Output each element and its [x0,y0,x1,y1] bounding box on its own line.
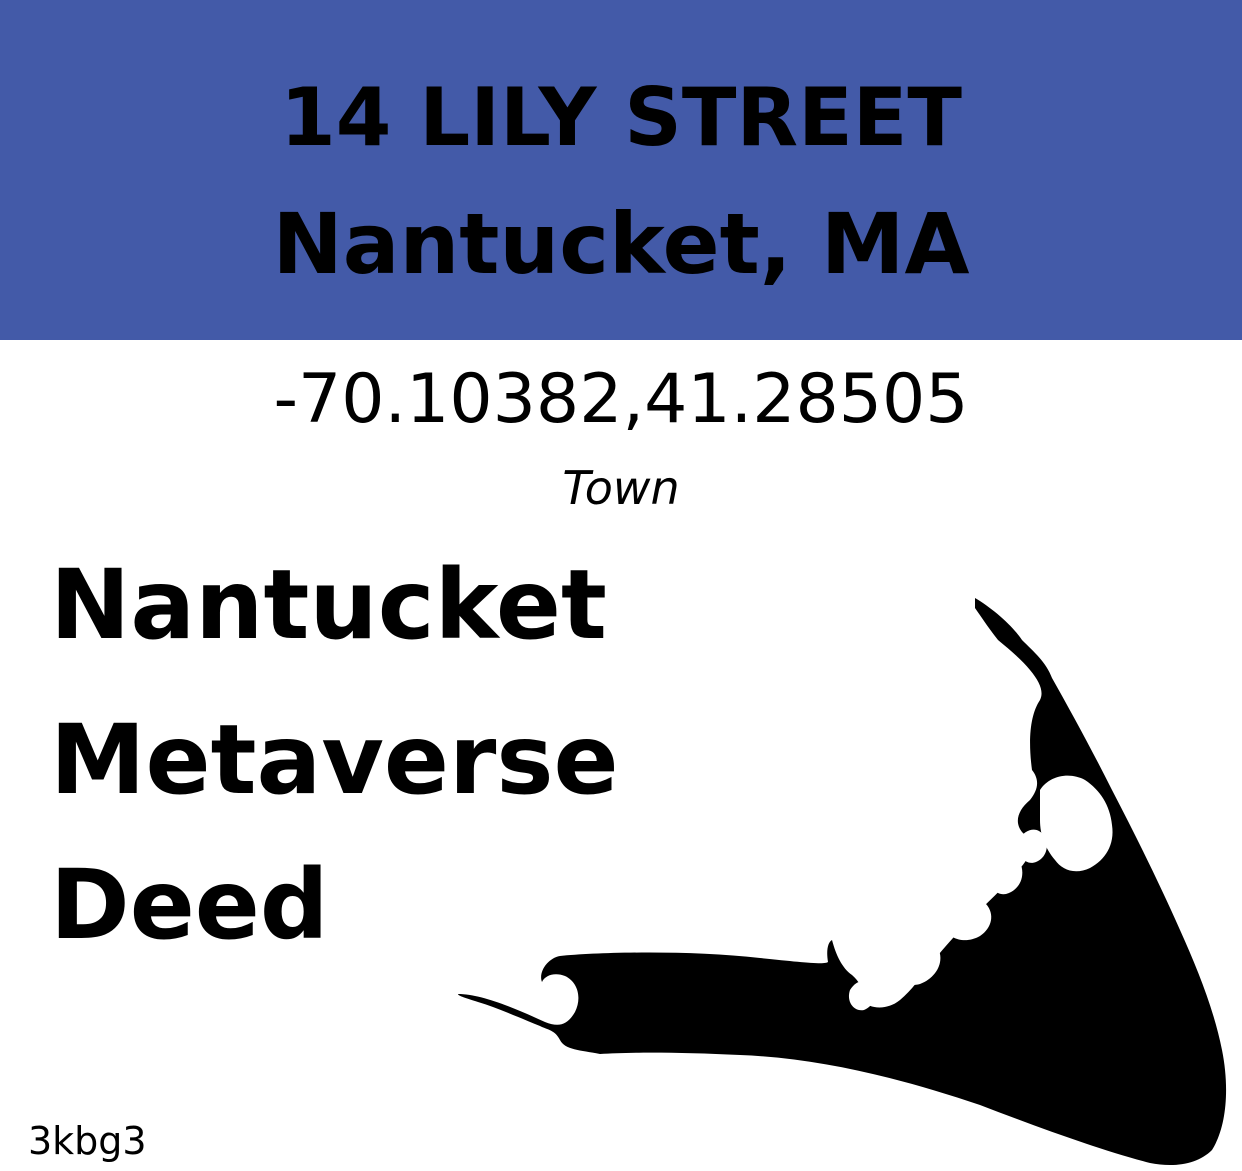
deed-title-line-1: Nantucket [50,549,607,661]
deed-title-line-2: Metaverse [50,704,619,816]
coordinates: -70.10382,41.28505 [273,360,969,439]
deed-title-line-3: Deed [50,849,329,961]
property-city: Nantucket, MA [272,195,970,293]
nantucket-island-map-icon [440,585,1240,1171]
island-silhouette [458,598,1226,1165]
deed-id: 3kbg3 [28,1119,147,1163]
header-banner [0,0,1242,340]
property-address: 14 LILY STREET [280,71,962,164]
location-category: Town [562,461,680,515]
